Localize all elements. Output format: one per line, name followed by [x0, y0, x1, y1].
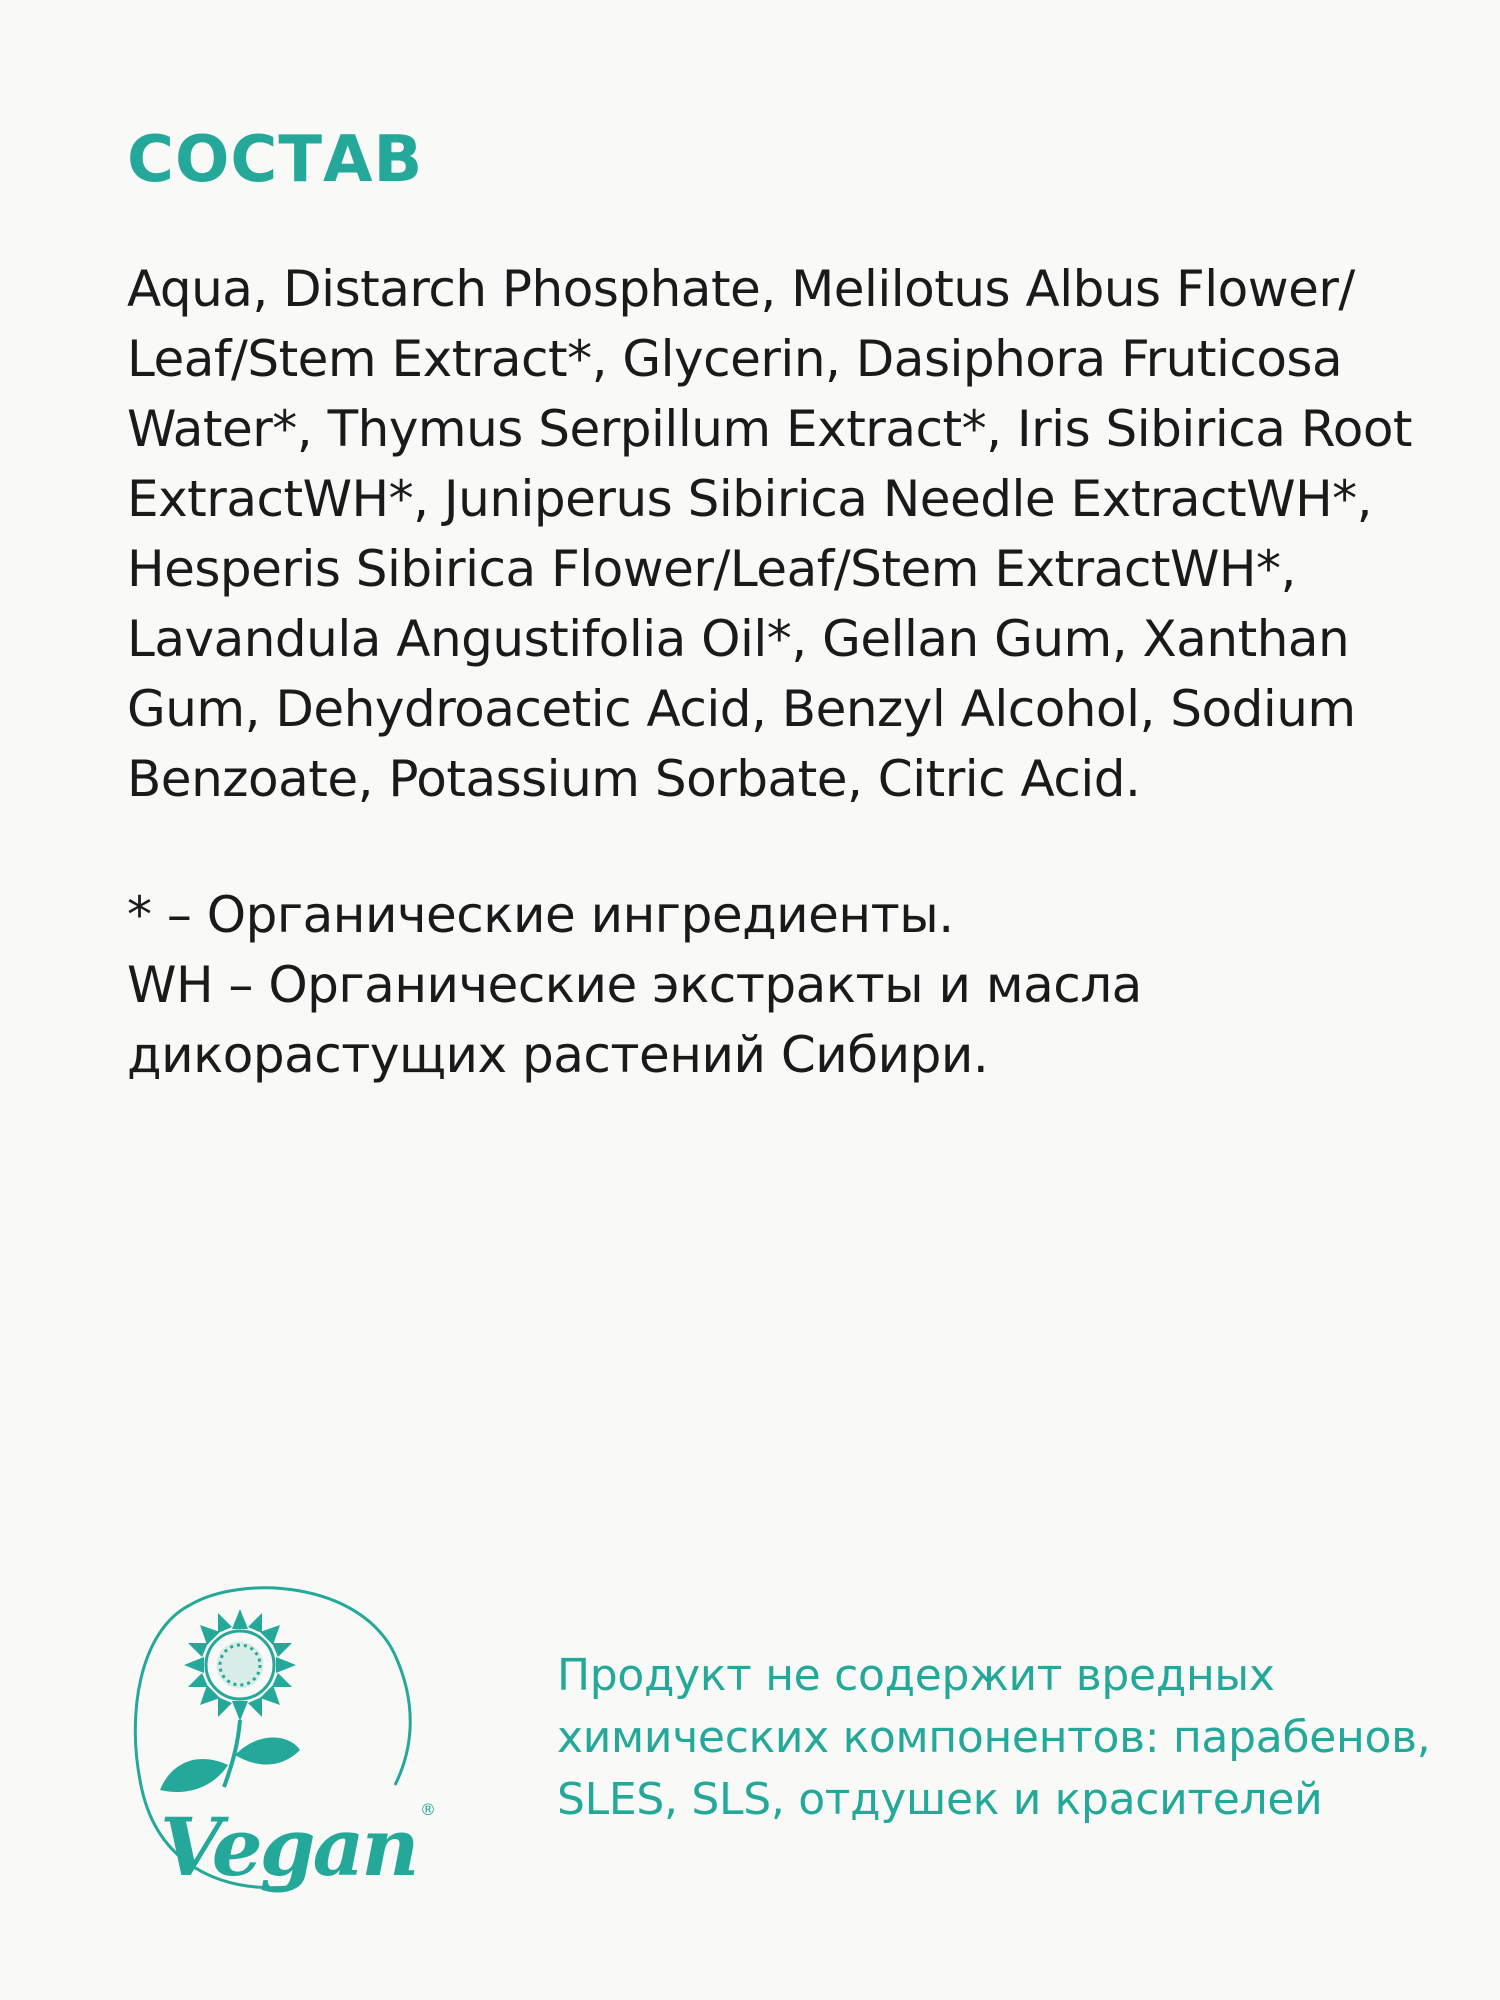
registered-mark: ® [420, 1800, 436, 1819]
vegan-logo-text: Vegan [160, 1800, 417, 1894]
claim-line: химических компонентов: парабенов, [557, 1712, 1431, 1763]
ingredients-list [127, 254, 1417, 814]
ingredients-line: Aqua, Distarch Phosphate, Melilotus Albus Flower/ [127, 260, 1355, 318]
product-claim [557, 1645, 1457, 1831]
ingredients-line: Water*, Thymus Serpillum Extract*, Iris Sibirica Root [127, 400, 1413, 458]
footnotes [127, 880, 1417, 1090]
ingredients-line: Benzoate, Potassium Sorbate, Citric Acid. [127, 750, 1141, 808]
page-title: СОСТАВ [127, 123, 424, 197]
claim-line: SLES, SLS, отдушек и красителей [557, 1774, 1323, 1825]
footnote-wh: WH – Органические экстракты и масла [127, 956, 1142, 1014]
claim-line: Продукт не содержит вредных [557, 1650, 1275, 1701]
ingredients-line: Gum, Dehydroacetic Acid, Benzyl Alcohol, Sodium [127, 680, 1356, 738]
ingredients-line: Leaf/Stem Extract*, Glycerin, Dasiphora Fruticosa [127, 330, 1343, 388]
ingredients-line: Lavandula Angustifolia Oil*, Gellan Gum, Xanthan [127, 610, 1350, 668]
footnote-wh-continued: дикорастущих растений Сибири. [127, 1026, 989, 1084]
vegan-sunflower-logo-icon [120, 1575, 450, 1905]
ingredients-line: Hesperis Sibirica Flower/Leaf/Stem ExtractWH*, [127, 540, 1296, 598]
ingredients-line: ExtractWH*, Juniperus Sibirica Needle ExtractWH*, [127, 470, 1373, 528]
footnote-organic: * – Органические ингредиенты. [127, 886, 954, 944]
